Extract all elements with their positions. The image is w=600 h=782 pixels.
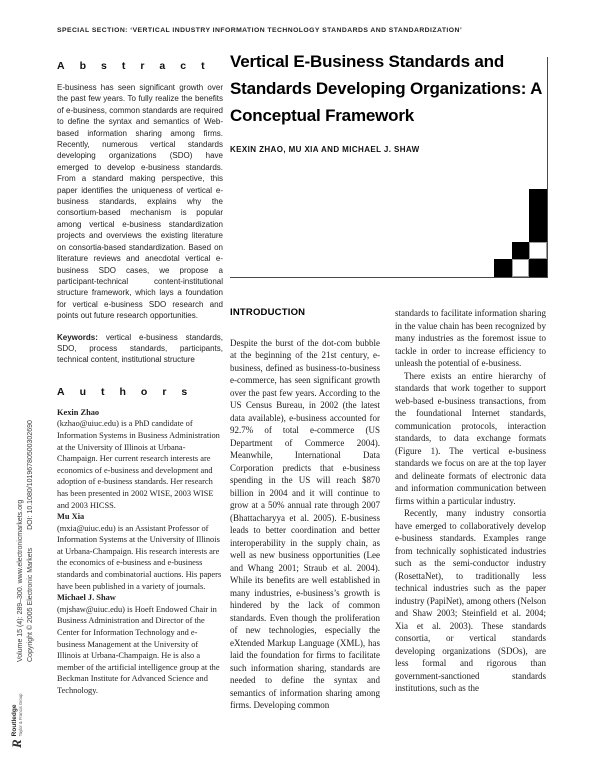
publisher-text [11,694,23,737]
routledge-logo [10,694,23,749]
checkerboard-decoration [494,189,547,278]
body-paragraph: There exists an entire hierarchy of standards that work together to support web-based e-business transactions, from the foundational Internet standards, communication protocols, interaction standards, to data exchange formats (Figure 1). The vertical e-business standards we focus on are at the top layer and delineate formats of electronic data and information communication between firms within a particular industry. [395,370,546,506]
body-column-left [230,307,380,712]
author-name: Michael J. Shaw [57,593,116,603]
publisher-name: Routledge [10,704,18,737]
body-paragraph: Recently, many industry consortia have emerged to collaboratively develop e-business standards. Examples range from technically sophisticated industries such as the semi-conductor industry (RosettaNet), to traditionally less technical industries such as the paper industry (PapiNet), among others (Nelson and Shaw 2003; Steinfield et al. 2004; Xia et al. 2003). These standards consortia, or vertical standards developing organizations (SDOs), are less formal and rigorous than government-sanctioned standards institutions, such as the [395,508,546,693]
author-bio-text: (mjshaw@uiuc.edu) is Hoeft Endowed Chair in Business Administration and Director of the Center for Information Technology and e-business Management at the University of Illinois at Urbana-Champaign. He is also a member of the artificial intelligence group at the Beckman Institute for Advanced Science and Technology. [57,604,220,695]
checker-square [512,242,530,260]
author-name: Mu Xia [57,512,85,522]
publisher-tagline: Taylor & Francis Group [17,693,23,737]
body-column-right [395,307,546,695]
author-bio-text: (mxia@uiuc.edu) is an Assistant Professor of Information Systems at the University of Illinois at Urbana-Champaign. His research interests are the economics of e-business and e-business standards and combinatorial auctions. His papers have been published in a variety of journals. [57,523,222,591]
abstract-heading: Abstract [57,60,220,72]
article-byline: KEXIN ZHAO, MU XIA AND MICHAEL J. SHAW [230,145,420,154]
article-title: Vertical E-Business Standards and Standards Developing Organizations: A Conceptual Framework [230,52,542,125]
author-name: Kexin Zhao [57,407,100,417]
keywords-text: vertical e-business standards, SDO, process standards, participants, technical content, institutional structure [57,332,223,365]
checker-square [529,189,547,242]
author-bio [57,407,223,511]
authors-heading: Authors [57,385,203,398]
left-column [57,60,223,697]
doi-text: DOI: 10.1080/10196780500302690 [26,420,34,530]
authors-section [57,386,223,697]
spine-copyright-line [26,420,36,662]
checker-square [494,259,512,277]
checker-square [529,259,547,277]
copyright-text: Copyright © 2005 Electronic Markets [26,547,34,662]
introduction-heading: INTRODUCTION [230,307,306,318]
routledge-r-icon: R [9,739,24,748]
author-bio-text: (kzhao@uiuc.edu) is a PhD candidate of Information Systems in Business Administration at the University of Illinois at Urbana-Champaign. Her current research interests are economics of e-business and development and adoption of e-business standards. Her research has been presented in 2002 WISE, 2003 WISE and 2003 HICSS. [57,419,220,510]
author-bio [57,592,223,696]
spine-text [16,420,35,662]
article-header [230,48,548,154]
spine-volume-line: Volume 15 (4): 289–300. www.electronicmarkets.org [17,499,24,662]
horizontal-rule [230,277,548,278]
authors-bios [57,407,223,697]
checker-square [529,242,547,260]
keywords-paragraph [57,332,223,366]
body-paragraph: Despite the burst of the dot-com bubble at the beginning of the 21st century, e-business, defined as business-to-business e-commerce, has seen significant growth over the past few years. According to the US Census Bureau, in 2002 (the latest data available), e-business accounted for 92.7% of total e-commerce (US Department of Commerce 2004). Meanwhile, International Data Corporation predicts that e-business spending in the US will reach $870 billion in 2004 and it will continue to grow at a 50% annual rate through 2007 (Bhattacharyya et al. 2005). E-business leads to better coordination and better interoperability in the supply chain, as well as new business opportunities (Lee and Whang 2001; Straub et al. 2004). While its benefits are well established in many industries, e-business’s growth is hindered by the lack of common standards. Even though the proliferation of new technologies, especially the eXtended Markup Language (XML), has laid the foundation for firms to facilitate such information sharing, standards are needed to define the syntax and semantics of information sharing among firms. Developing common [230,337,380,710]
keywords-label: Keywords: [57,332,98,342]
checker-square [512,259,530,277]
body-paragraph: standards to facilitate information sharing in the value chain has been recognized by many industries as the foremost issue to tackle in order to increase efficiency to unleash the potential of e-business. [395,308,546,368]
vertical-rule [547,57,548,277]
special-section-header: SPECIAL SECTION: ‘VERTICAL INDUSTRY INFORMATION TECHNOLOGY STANDARDS AND STANDARDIZATION’ [57,27,463,34]
author-bio [57,511,223,592]
abstract-body: E-business has seen significant growth over the past few years. To fully realize the benefits of e-business, common standards are required to define the syntax and semantics of Web-based information sharing among firms. Recently, numerous vertical standards developing organizations (SDO) have emerged to develop e-business standards. From a standard making perspective, this paper identifies the uniqueness of vertical e-business standards, explains why the consortium-based mechanism is popular among vertical e-business standardization projects and overviews the existing literature on consortia-based standardization. Based on literature reviews and anecdotal vertical e-business SDO cases, we propose a participant-technical content-institutional structure framework, which lays a foundation for vertical e-business SDO research and points out future research opportunities. [57,83,223,321]
